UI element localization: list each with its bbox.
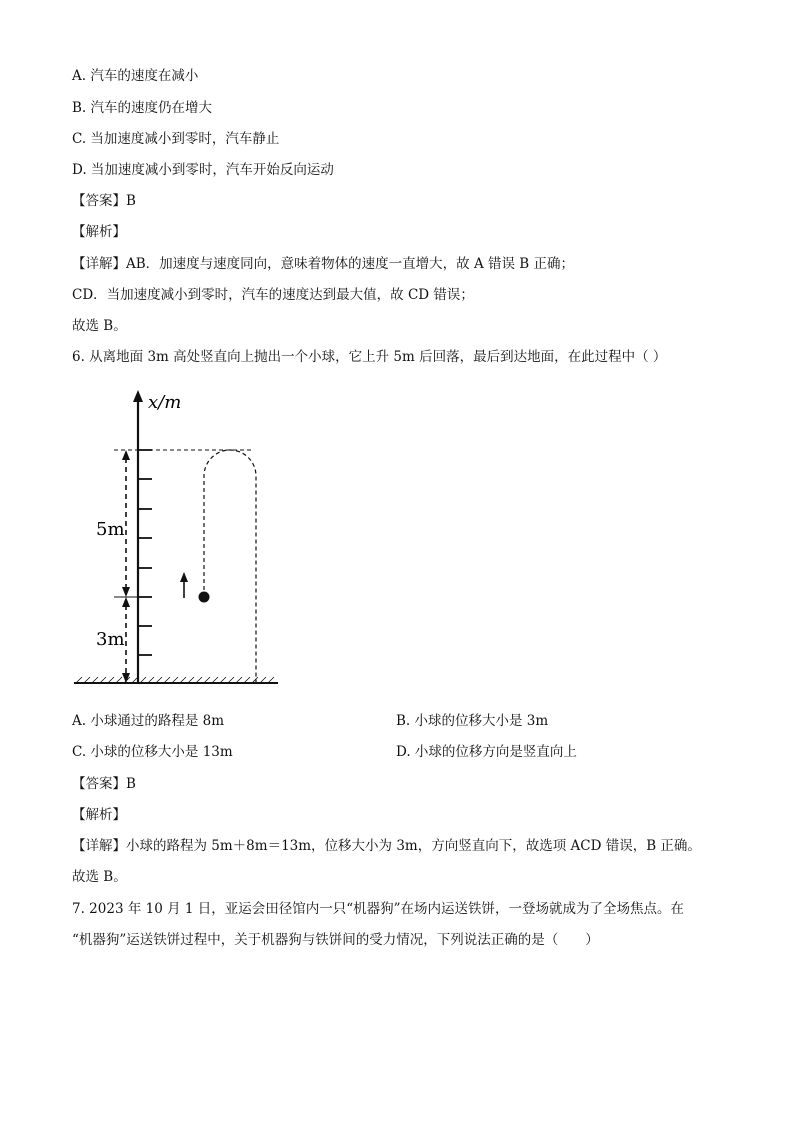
axis-ticks (138, 450, 152, 655)
dim-3m-arrow-top (122, 597, 130, 607)
q6-answer: 【答案】B (72, 776, 136, 792)
x-axis-arrowhead (133, 390, 143, 402)
label-3m: 3m (96, 629, 125, 650)
q5-conclusion: 故选 B。 (72, 318, 127, 334)
ball-trajectory (204, 450, 256, 683)
q6-stem: 6. 从离地面 3m 高处竖直向上抛出一个小球，它上升 5m 后回落，最后到达地面，在此过程中（ ） (72, 349, 667, 365)
q6-option-a: A. 小球通过的路程是 8m (72, 713, 225, 729)
q5-option-d: D. 当加速度减小到零时，汽车开始反向运动 (72, 162, 334, 178)
q6-analysis-heading: 【解析】 (72, 807, 126, 823)
q6-option-b: B. 小球的位移大小是 3m (396, 713, 549, 729)
q5-answer: 【答案】B (72, 193, 136, 209)
q6-option-d: D. 小球的位移方向是竖直向上 (396, 744, 577, 760)
q6-detail: 【详解】小球的路程为 5m＋8m＝13m，位移大小为 3m，方向竖直向下，故选项 ACD 错误，B 正确。 (72, 838, 701, 854)
label-5m: 5m (96, 519, 125, 540)
q5-option-a: A. 汽车的速度在减小 (72, 68, 199, 84)
q5-detail-2: CD．当加速度减小到零时，汽车的速度达到最大值，故 CD 错误； (72, 287, 474, 303)
q6-figure (70, 388, 285, 693)
velocity-arrowhead (180, 572, 188, 582)
q6-conclusion: 故选 B。 (72, 869, 127, 885)
q5-option-c: C. 当加速度减小到零时，汽车静止 (72, 131, 280, 147)
q5-analysis-heading: 【解析】 (72, 224, 126, 240)
q6-option-c: C. 小球的位移大小是 13m (72, 744, 233, 760)
dim-5m-arrow-top (122, 450, 130, 460)
dim-5m-arrow-bottom (122, 587, 130, 597)
q5-detail-1: 【详解】AB．加速度与速度同向，意味着物体的速度一直增大，故 A 错误 B 正确； (72, 256, 575, 272)
q5-option-b: B. 汽车的速度仍在增大 (72, 100, 213, 116)
q7-stem-line-1: 7. 2023 年 10 月 1 日，亚运会田径馆内一只“机器狗”在场内运送铁饼，一登场就成为了全场焦点。在 (72, 901, 685, 917)
ball (199, 592, 210, 603)
q7-stem-line-2: “机器狗”运送铁饼过程中，关于机器狗与铁饼间的受力情况，下列说法正确的是（ ） (72, 932, 599, 948)
x-axis-label: x/m (148, 392, 182, 413)
